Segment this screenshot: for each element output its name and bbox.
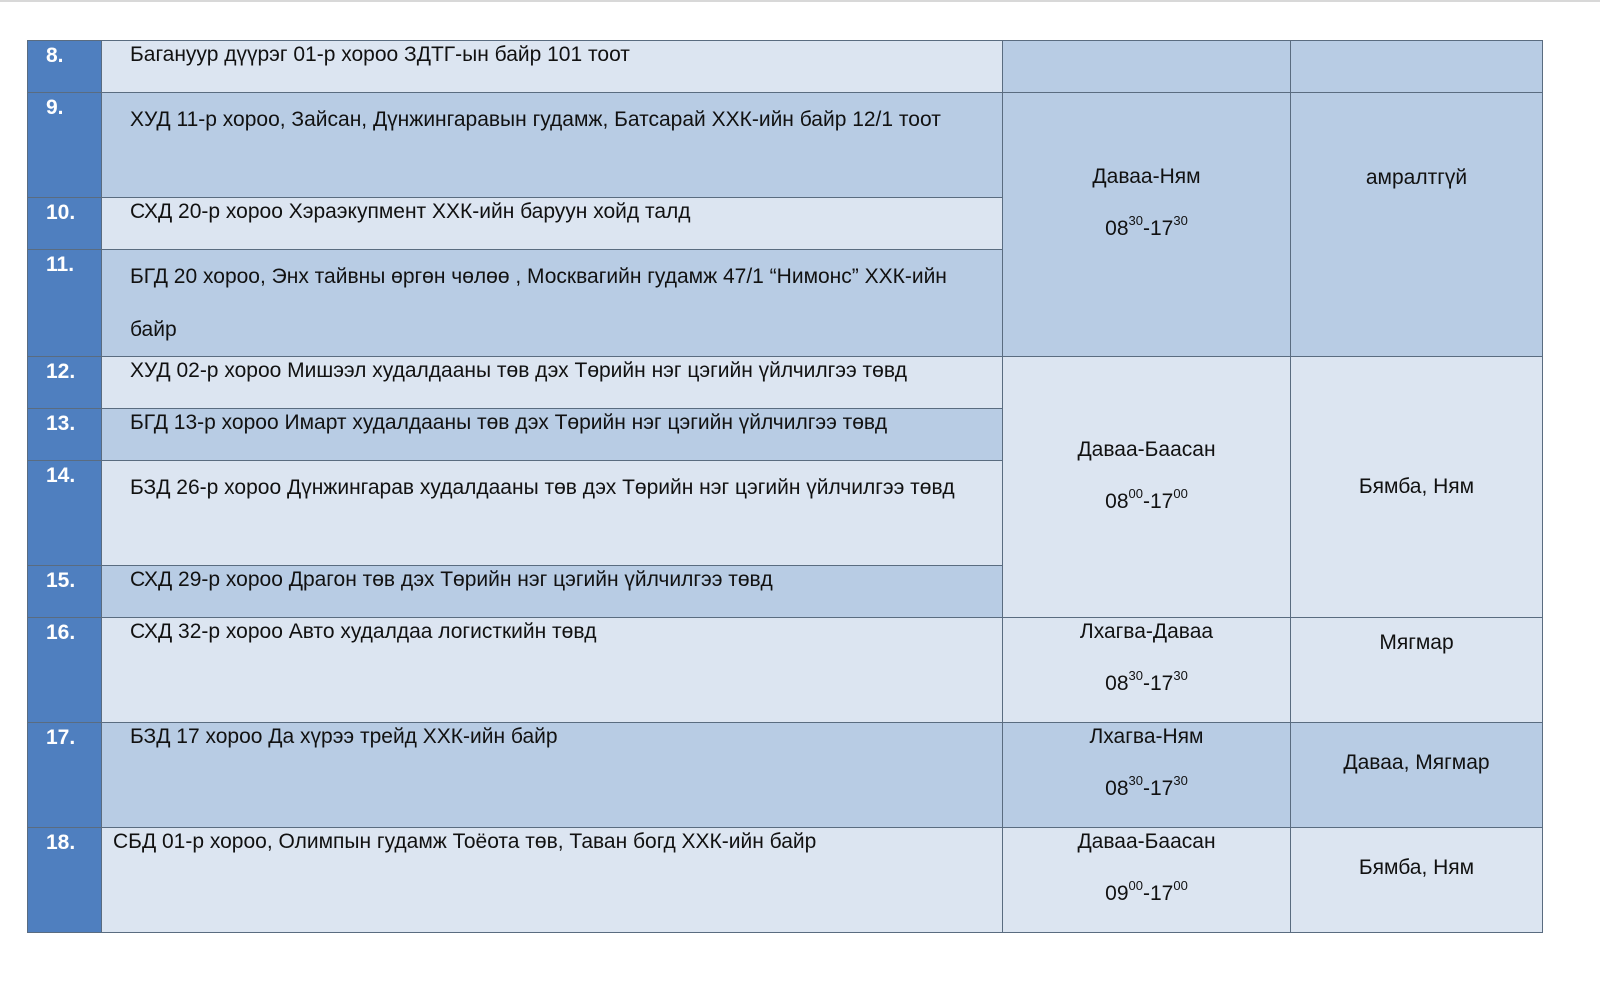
- address-cell: ХУД 11-р хороо, Зайсан, Дүнжингаравын гудамж, Батсарай ХХК-ийн байр 12/1 тоот: [102, 93, 1003, 198]
- address-cell: БГД 20 хороо, Энх тайвны өргөн чөлөө , Москвагийн гудамж 47/1 “Нимонс” ХХК-ийн байр: [102, 250, 1003, 357]
- restday-cell-empty: [1291, 41, 1543, 93]
- address-cell: СБД 01-р хороо, Олимпын гудамж Тоёота төв, Таван богд ХХК-ийн байр: [102, 828, 1003, 933]
- hours-cell: [1003, 93, 1291, 357]
- rest-days: Даваа, Мягмар: [1343, 751, 1490, 774]
- table-row: [28, 723, 1543, 828]
- address-cell: БЗД 17 хороо Да хүрээ трейд ХХК-ийн байр: [102, 723, 1003, 828]
- working-hours: $08^{30}-17^{30}$: [1105, 668, 1188, 695]
- working-hours: $08^{00}-17^{00}$: [1105, 486, 1188, 513]
- row-number: 11.: [28, 250, 102, 357]
- working-hours: $08^{30}-17^{30}$: [1105, 773, 1188, 800]
- working-hours: $08^{30}-17^{30}$: [1105, 212, 1188, 240]
- working-days: Даваа-Баасан: [1077, 830, 1216, 853]
- address-cell: СХД 29-р хороо Драгон төв дэх Төрийн нэг цэгийн үйлчилгээ төвд: [102, 566, 1003, 618]
- table-row: [28, 41, 1543, 93]
- row-number: 15.: [28, 566, 102, 618]
- table-row: [28, 93, 1543, 198]
- working-hours: $09^{00}-17^{00}$: [1105, 878, 1188, 905]
- restday-cell: [1291, 723, 1543, 828]
- restday-cell: [1291, 93, 1543, 357]
- address-cell: БЗД 26-р хороо Дүнжингарав худалдааны төв дэх Төрийн нэг цэгийн үйлчилгээ төвд: [102, 461, 1003, 566]
- rest-days: Бямба, Ням: [1358, 856, 1475, 879]
- working-days: Лхагва-Даваа: [1079, 620, 1214, 643]
- row-number: 18.: [28, 828, 102, 933]
- hours-cell-empty: [1003, 41, 1291, 93]
- address-cell: БГД 13-р хороо Имарт худалдааны төв дэх Төрийн нэг цэгийн үйлчилгээ төвд: [102, 409, 1003, 461]
- hours-cell: [1003, 828, 1291, 933]
- restday-cell: [1291, 618, 1543, 723]
- address-cell: ХУД 02-р хороо Мишээл худалдааны төв дэх Төрийн нэг цэгийн үйлчилгээ төвд: [102, 357, 1003, 409]
- restday-cell: [1291, 357, 1543, 618]
- hours-cell: [1003, 357, 1291, 618]
- table-row: [28, 828, 1543, 933]
- row-number: 16.: [28, 618, 102, 723]
- rest-days: амралтгүй: [1365, 165, 1468, 189]
- page-top-rule: [0, 0, 1600, 2]
- hours-cell: [1003, 723, 1291, 828]
- table-row: [28, 618, 1543, 723]
- row-number: 13.: [28, 409, 102, 461]
- working-days: Даваа-Ням: [1092, 164, 1201, 188]
- row-number: 8.: [28, 41, 102, 93]
- working-days: Лхагва-Ням: [1089, 725, 1204, 748]
- service-locations-table: [27, 40, 1543, 933]
- rest-days: Бямба, Ням: [1358, 475, 1475, 498]
- row-number: 12.: [28, 357, 102, 409]
- address-cell: СХД 20-р хороо Хэраэкупмент ХХК-ийн баруун хойд талд: [102, 198, 1003, 250]
- row-number: 10.: [28, 198, 102, 250]
- working-days: Даваа-Баасан: [1077, 438, 1216, 461]
- rest-days: Мягмар: [1379, 631, 1454, 654]
- hours-cell: [1003, 618, 1291, 723]
- row-number: 9.: [28, 93, 102, 198]
- address-cell: Багануур дүүрэг 01-р хороо ЗДТГ-ын байр 101 тоот: [102, 41, 1003, 93]
- restday-cell: [1291, 828, 1543, 933]
- table-row: [28, 357, 1543, 409]
- row-number: 14.: [28, 461, 102, 566]
- address-cell: СХД 32-р хороо Авто худалдаа логисткийн төвд: [102, 618, 1003, 723]
- row-number: 17.: [28, 723, 102, 828]
